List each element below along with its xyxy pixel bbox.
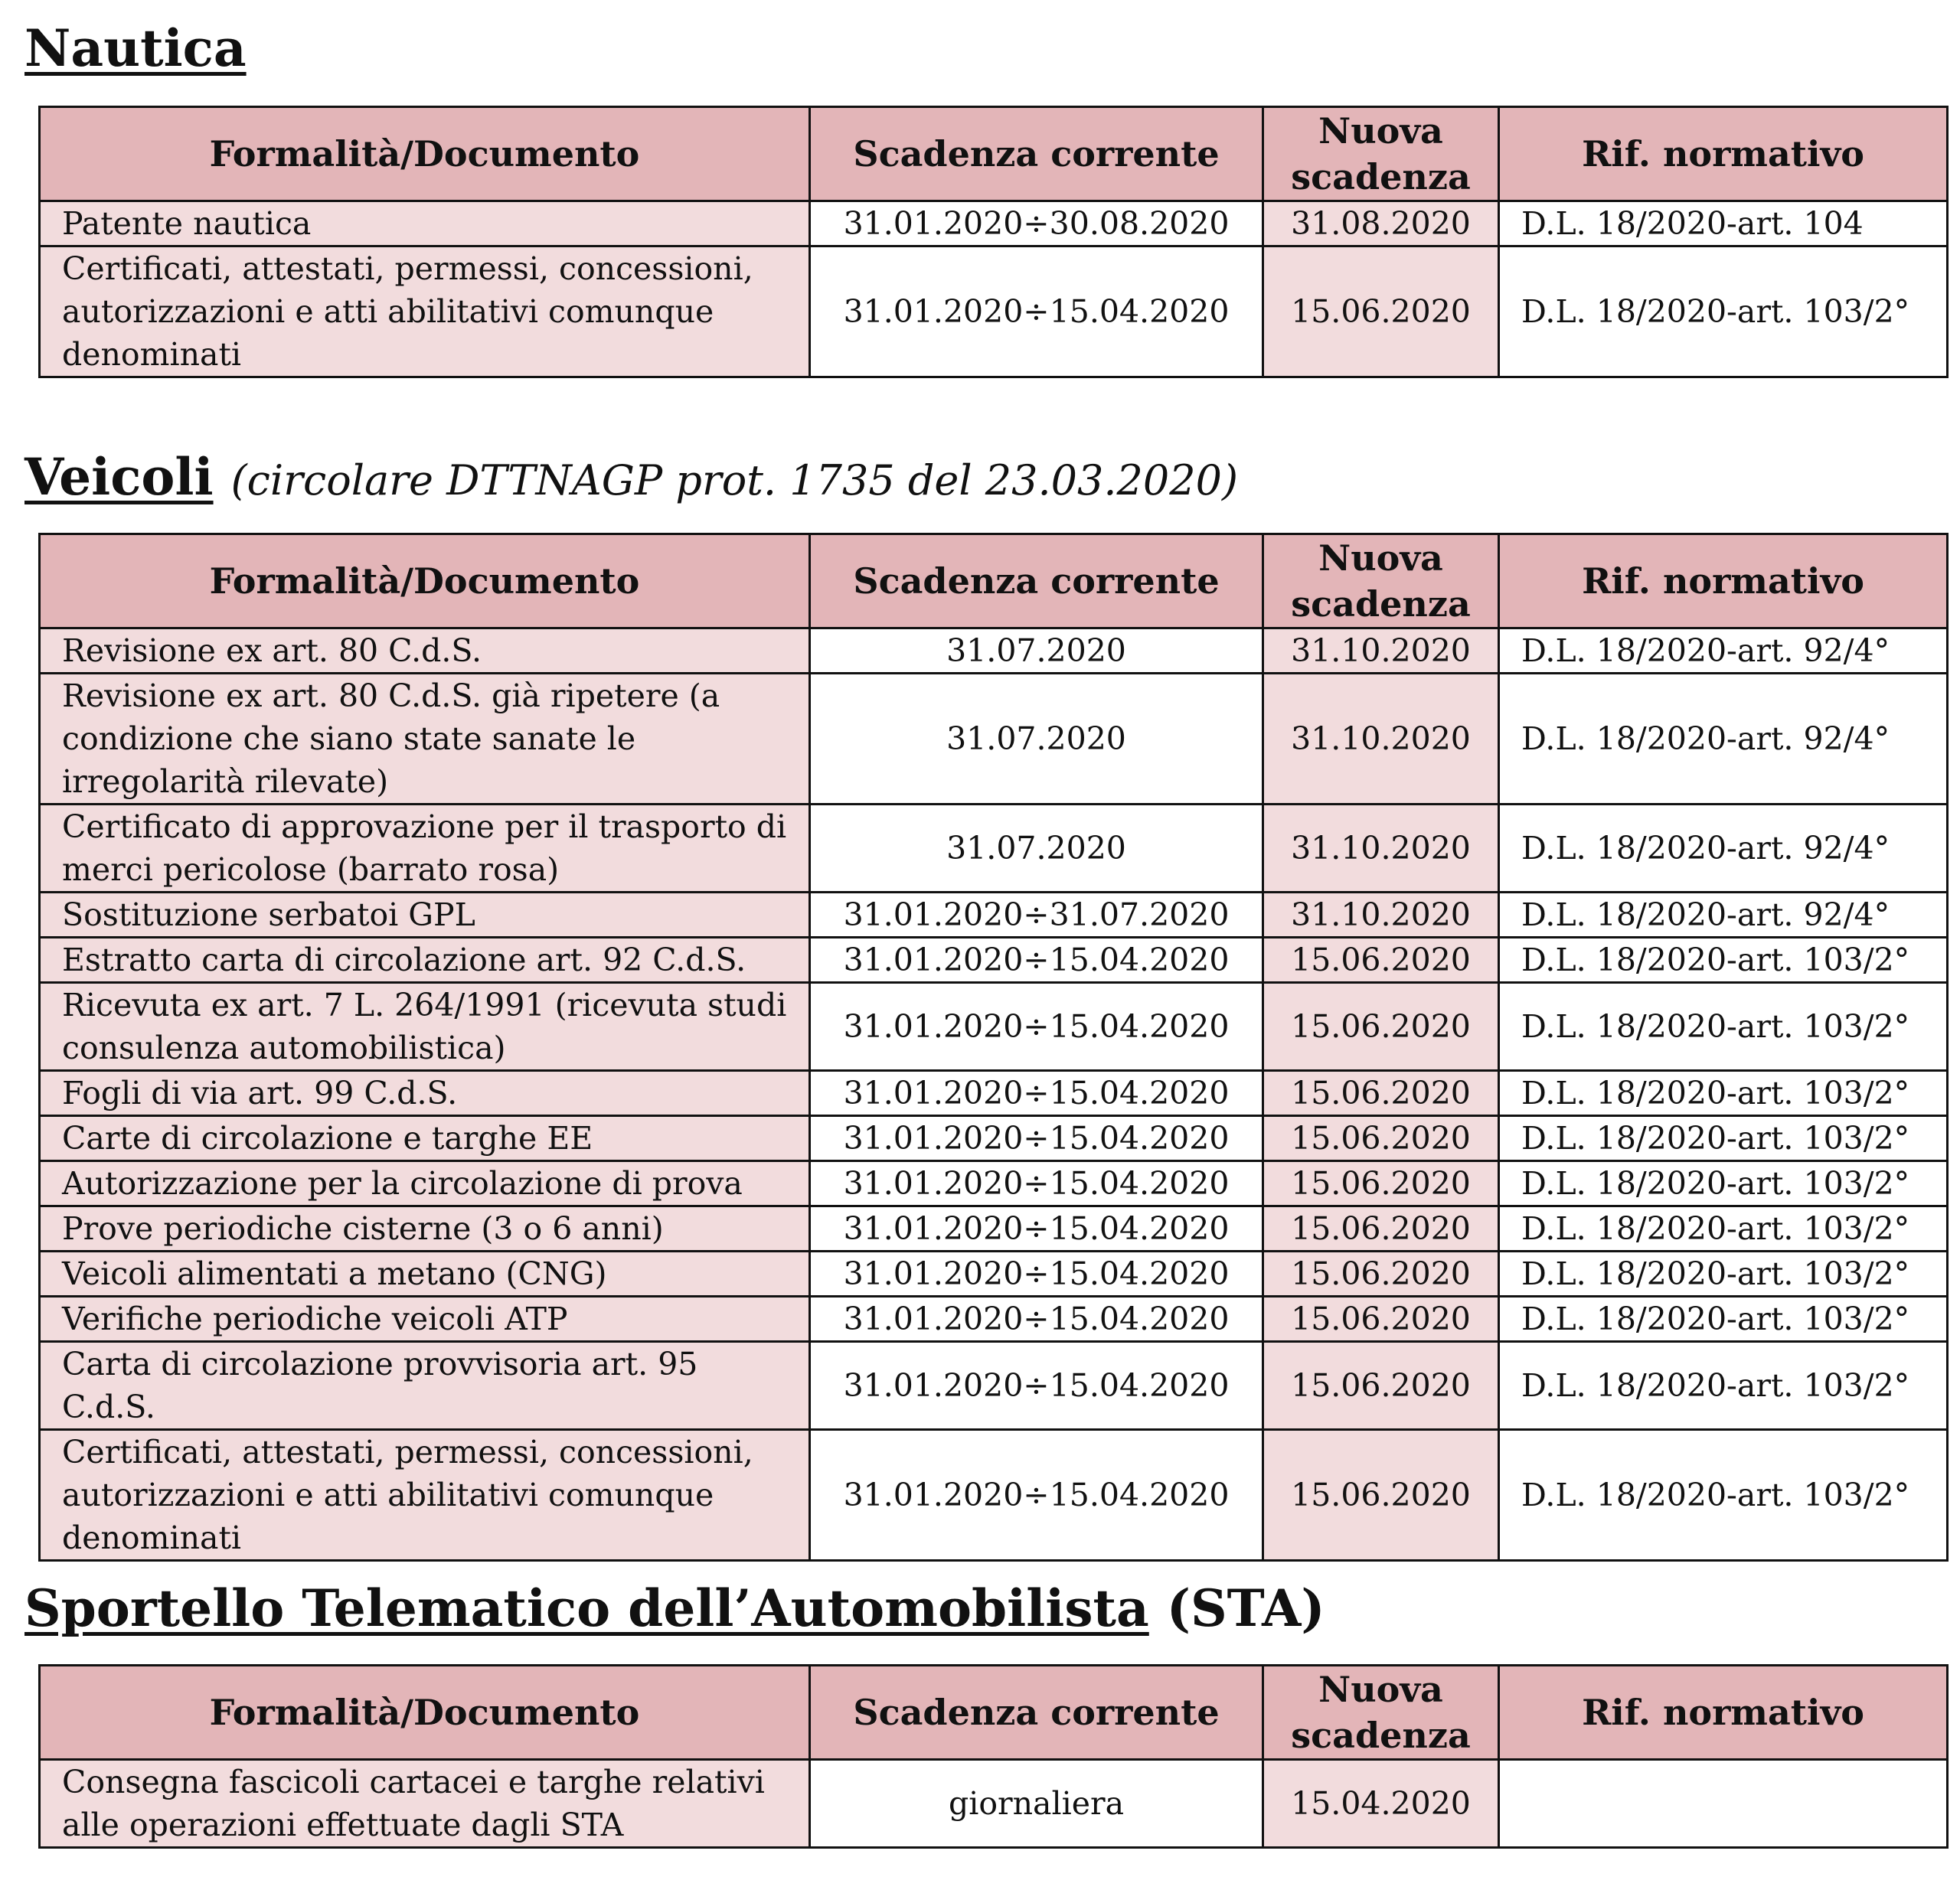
cell-document: Ricevuta ex art. 7 L. 264/1991 (ricevuta studi consulenza automobilistica) [40,983,810,1071]
header-document: Formalità/Documento [40,1666,810,1760]
header-reference: Rif. normativo [1499,534,1948,628]
cell-document: Patente nautica [40,201,810,246]
cell-document: Revisione ex art. 80 C.d.S. già ripetere (a condizione che siano state sanate le irregolarità rilevate) [40,674,810,805]
header-current-deadline: Scadenza corrente [810,107,1263,201]
header-reference: Rif. normativo [1499,1666,1948,1760]
cell-document: Prove periodiche cisterne (3 o 6 anni) [40,1206,810,1252]
cell-reference: D.L. 18/2020-art. 103/2° [1499,1252,1948,1297]
header-new-deadline: Nuova scadenza [1263,534,1499,628]
cell-new-deadline: 15.06.2020 [1263,1430,1499,1561]
cell-reference: D.L. 18/2020-art. 103/2° [1499,1297,1948,1342]
table-row [40,1252,1948,1297]
table-row [40,674,1948,805]
cell-reference: D.L. 18/2020-art. 92/4° [1499,674,1948,805]
cell-new-deadline: 31.10.2020 [1263,893,1499,938]
cell-new-deadline: 31.10.2020 [1263,805,1499,893]
cell-reference: D.L. 18/2020-art. 103/2° [1499,1071,1948,1116]
veicoli-title-text: Veicoli [24,447,214,507]
cell-current-deadline: 31.07.2020 [810,805,1263,893]
cell-current-deadline: 31.01.2020÷15.04.2020 [810,983,1263,1071]
cell-reference: D.L. 18/2020-art. 92/4° [1499,628,1948,674]
header-document: Formalità/Documento [40,534,810,628]
table-row [40,1161,1948,1206]
table-row [40,1342,1948,1430]
cell-new-deadline: 15.06.2020 [1263,1342,1499,1430]
cell-current-deadline: 31.07.2020 [810,674,1263,805]
cell-document: Verifiche periodiche veicoli ATP [40,1297,810,1342]
cell-new-deadline: 15.04.2020 [1263,1760,1499,1848]
cell-new-deadline: 15.06.2020 [1263,1206,1499,1252]
cell-document: Certificati, attestati, permessi, concessioni, autorizzazioni e atti abilitativi comunque denominati [40,1430,810,1561]
table-row [40,1071,1948,1116]
header-current-deadline: Scadenza corrente [810,1666,1263,1760]
cell-current-deadline: 31.01.2020÷15.04.2020 [810,1342,1263,1430]
sta-table [38,1664,1949,1849]
sta-title-text: Sportello Telematico dell’Automobilista [24,1578,1149,1638]
header-new-deadline: Nuova scadenza [1263,107,1499,201]
cell-reference: D.L. 18/2020-art. 103/2° [1499,938,1948,983]
cell-reference: D.L. 18/2020-art. 103/2° [1499,246,1948,377]
cell-document: Carta di circolazione provvisoria art. 95 C.d.S. [40,1342,810,1430]
table-row [40,201,1948,246]
header-current-deadline: Scadenza corrente [810,534,1263,628]
cell-current-deadline: 31.01.2020÷15.04.2020 [810,1071,1263,1116]
cell-document: Sostituzione serbatoi GPL [40,893,810,938]
table-row [40,983,1948,1071]
cell-new-deadline: 15.06.2020 [1263,1252,1499,1297]
cell-current-deadline: 31.01.2020÷15.04.2020 [810,1297,1263,1342]
section-title-nautica [24,18,247,78]
table-row [40,1760,1948,1848]
cell-document: Estratto carta di circolazione art. 92 C.d.S. [40,938,810,983]
table-row [40,1430,1948,1561]
table-row [40,893,1948,938]
header-new-deadline: Nuova scadenza [1263,1666,1499,1760]
cell-new-deadline: 31.08.2020 [1263,201,1499,246]
cell-document: Fogli di via art. 99 C.d.S. [40,1071,810,1116]
cell-reference: D.L. 18/2020-art. 92/4° [1499,805,1948,893]
table-header-row [40,534,1948,628]
cell-reference: D.L. 18/2020-art. 103/2° [1499,1206,1948,1252]
cell-reference: D.L. 18/2020-art. 104 [1499,201,1948,246]
cell-document: Certificato di approvazione per il trasporto di merci pericolose (barrato rosa) [40,805,810,893]
table-row [40,1297,1948,1342]
nautica-table [38,106,1949,378]
cell-document: Carte di circolazione e targhe EE [40,1116,810,1161]
cell-new-deadline: 31.10.2020 [1263,674,1499,805]
header-document: Formalità/Documento [40,107,810,201]
cell-current-deadline: 31.01.2020÷15.04.2020 [810,1116,1263,1161]
cell-reference: D.L. 18/2020-art. 92/4° [1499,893,1948,938]
cell-current-deadline: 31.01.2020÷15.04.2020 [810,1206,1263,1252]
table-header-row [40,1666,1948,1760]
cell-new-deadline: 31.10.2020 [1263,628,1499,674]
cell-document: Veicoli alimentati a metano (CNG) [40,1252,810,1297]
cell-reference: D.L. 18/2020-art. 103/2° [1499,983,1948,1071]
cell-current-deadline: 31.01.2020÷15.04.2020 [810,246,1263,377]
cell-reference: D.L. 18/2020-art. 103/2° [1499,1342,1948,1430]
cell-reference: D.L. 18/2020-art. 103/2° [1499,1161,1948,1206]
cell-current-deadline: 31.07.2020 [810,628,1263,674]
cell-new-deadline: 15.06.2020 [1263,938,1499,983]
cell-new-deadline: 15.06.2020 [1263,1116,1499,1161]
cell-current-deadline: 31.01.2020÷30.08.2020 [810,201,1263,246]
cell-reference [1499,1760,1948,1848]
table-row [40,805,1948,893]
veicoli-circular-note: (circolare DTTNAGP prot. 1735 del 23.03.2020) [230,456,1239,504]
table-row [40,1116,1948,1161]
nautica-title-text: Nautica [24,18,247,78]
table-row [40,1206,1948,1252]
cell-new-deadline: 15.06.2020 [1263,1161,1499,1206]
cell-reference: D.L. 18/2020-art. 103/2° [1499,1430,1948,1561]
header-reference: Rif. normativo [1499,107,1948,201]
cell-document: Revisione ex art. 80 C.d.S. [40,628,810,674]
sta-title-suffix: (STA) [1166,1578,1325,1638]
cell-current-deadline: 31.01.2020÷15.04.2020 [810,1430,1263,1561]
table-row [40,246,1948,377]
cell-new-deadline: 15.06.2020 [1263,983,1499,1071]
cell-document: Consegna fascicoli cartacei e targhe relativi alle operazioni effettuate dagli STA [40,1760,810,1848]
cell-new-deadline: 15.06.2020 [1263,246,1499,377]
cell-document: Certificati, attestati, permessi, concessioni, autorizzazioni e atti abilitativi comunque denominati [40,246,810,377]
section-title-veicoli [24,447,1239,507]
cell-reference: D.L. 18/2020-art. 103/2° [1499,1116,1948,1161]
cell-new-deadline: 15.06.2020 [1263,1297,1499,1342]
cell-current-deadline: 31.01.2020÷15.04.2020 [810,1161,1263,1206]
table-header-row [40,107,1948,201]
cell-current-deadline: 31.01.2020÷15.04.2020 [810,938,1263,983]
cell-current-deadline: giornaliera [810,1760,1263,1848]
cell-current-deadline: 31.01.2020÷15.04.2020 [810,1252,1263,1297]
cell-document: Autorizzazione per la circolazione di prova [40,1161,810,1206]
cell-new-deadline: 15.06.2020 [1263,1071,1499,1116]
cell-current-deadline: 31.01.2020÷31.07.2020 [810,893,1263,938]
veicoli-table [38,533,1949,1562]
table-row [40,628,1948,674]
table-row [40,938,1948,983]
section-title-sta [24,1578,1325,1638]
